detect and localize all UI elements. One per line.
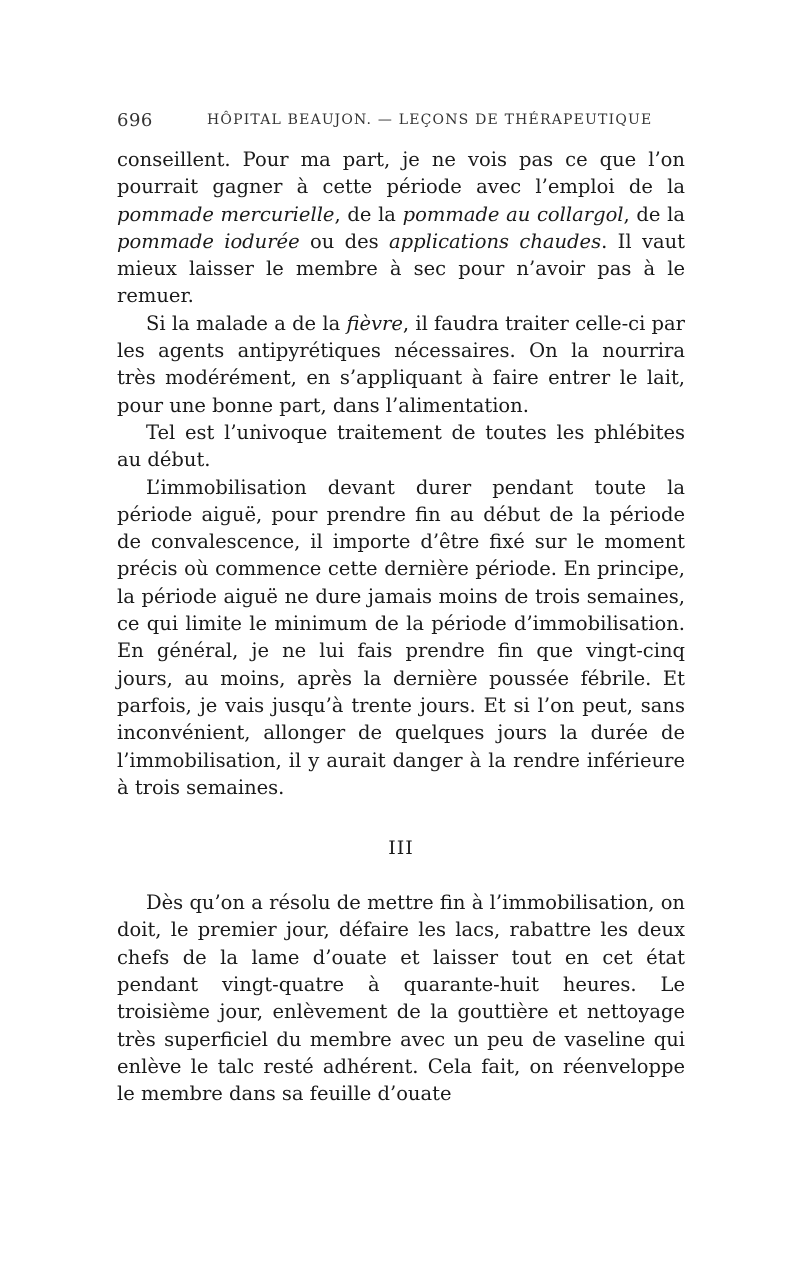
- paragraph-3: Tel est l’univoque traitement de toutes les phlébites au début.: [117, 420, 685, 472]
- italic-run: pommade iodurée: [117, 229, 300, 253]
- paragraph-1: [117, 146, 685, 310]
- page-number: 696: [117, 110, 153, 131]
- paragraph-2: [117, 310, 685, 419]
- text-run: . Il vaut mieux laisser le membre à sec pour n’avoir pas à le remuer.: [117, 229, 685, 308]
- text-run: , il faudra traiter celle-ci par les agents antipyrétiques nécessaires. On la nourrira très modérément, en s’appliquant à faire entrer le lait, pour une bonne part, dans l’alimentation.: [117, 311, 685, 417]
- text-run: conseillent. Pour ma part, je ne vois pas ce que l’on pourrait gagner à cette période avec l’emploi de la: [117, 148, 685, 199]
- text-run: , de la: [334, 202, 403, 226]
- paragraph-4: L’immobilisation devant durer pendant toute la période aiguë, pour prendre fin au début de la période de convalescence, il importe d’être fixé sur le moment précis où commence cette dernière période. En principe, la période aiguë ne dure jamais moins de trois semaines, ce qui limite le minimum de la période d’immobilisation. En général, je ne lui fais prendre fin que vingt-cinq jours, au moins, après la dernière poussée fébrile. Et parfois, je vais jusqu’à trente jours. Et si l’on peut, sans inconvénient, allonger de quelques jours la durée de l’immobilisation, il y aurait danger à la rendre inférieure à trois semaines.: [117, 475, 685, 799]
- text-run: Si la malade a de la: [146, 311, 347, 335]
- text-run: ou des: [299, 229, 390, 253]
- body-text: [117, 146, 685, 1108]
- italic-run: fièvre: [346, 311, 403, 335]
- section-heading: III: [388, 837, 414, 860]
- text-run: , de la: [623, 202, 685, 226]
- book-page: [117, 110, 685, 1108]
- italic-run: pommade au collargol: [402, 202, 624, 226]
- page-header: [117, 110, 685, 138]
- italic-run: applications chaudes: [389, 229, 602, 253]
- running-title: HÔPITAL BEAUJON. — LEÇONS DE THÉRAPEUTIQUE: [207, 112, 653, 128]
- paragraph-5: Dès qu’on a résolu de mettre fin à l’immobilisation, on doit, le premier jour, défaire les lacs, rabattre les deux chefs de la lame d’ouate et laisser tout en cet état pendant vingt-quatre à quarante-huit heures. Le troisième jour, enlèvement de la gouttière et nettoyage très superficiel du membre avec un peu de vaseline qui enlève le talc resté adhérent. Cela fait, on réenveloppe le membre dans sa feuille d’ouate: [117, 891, 685, 1106]
- italic-run: pommade mercurielle: [117, 202, 335, 226]
